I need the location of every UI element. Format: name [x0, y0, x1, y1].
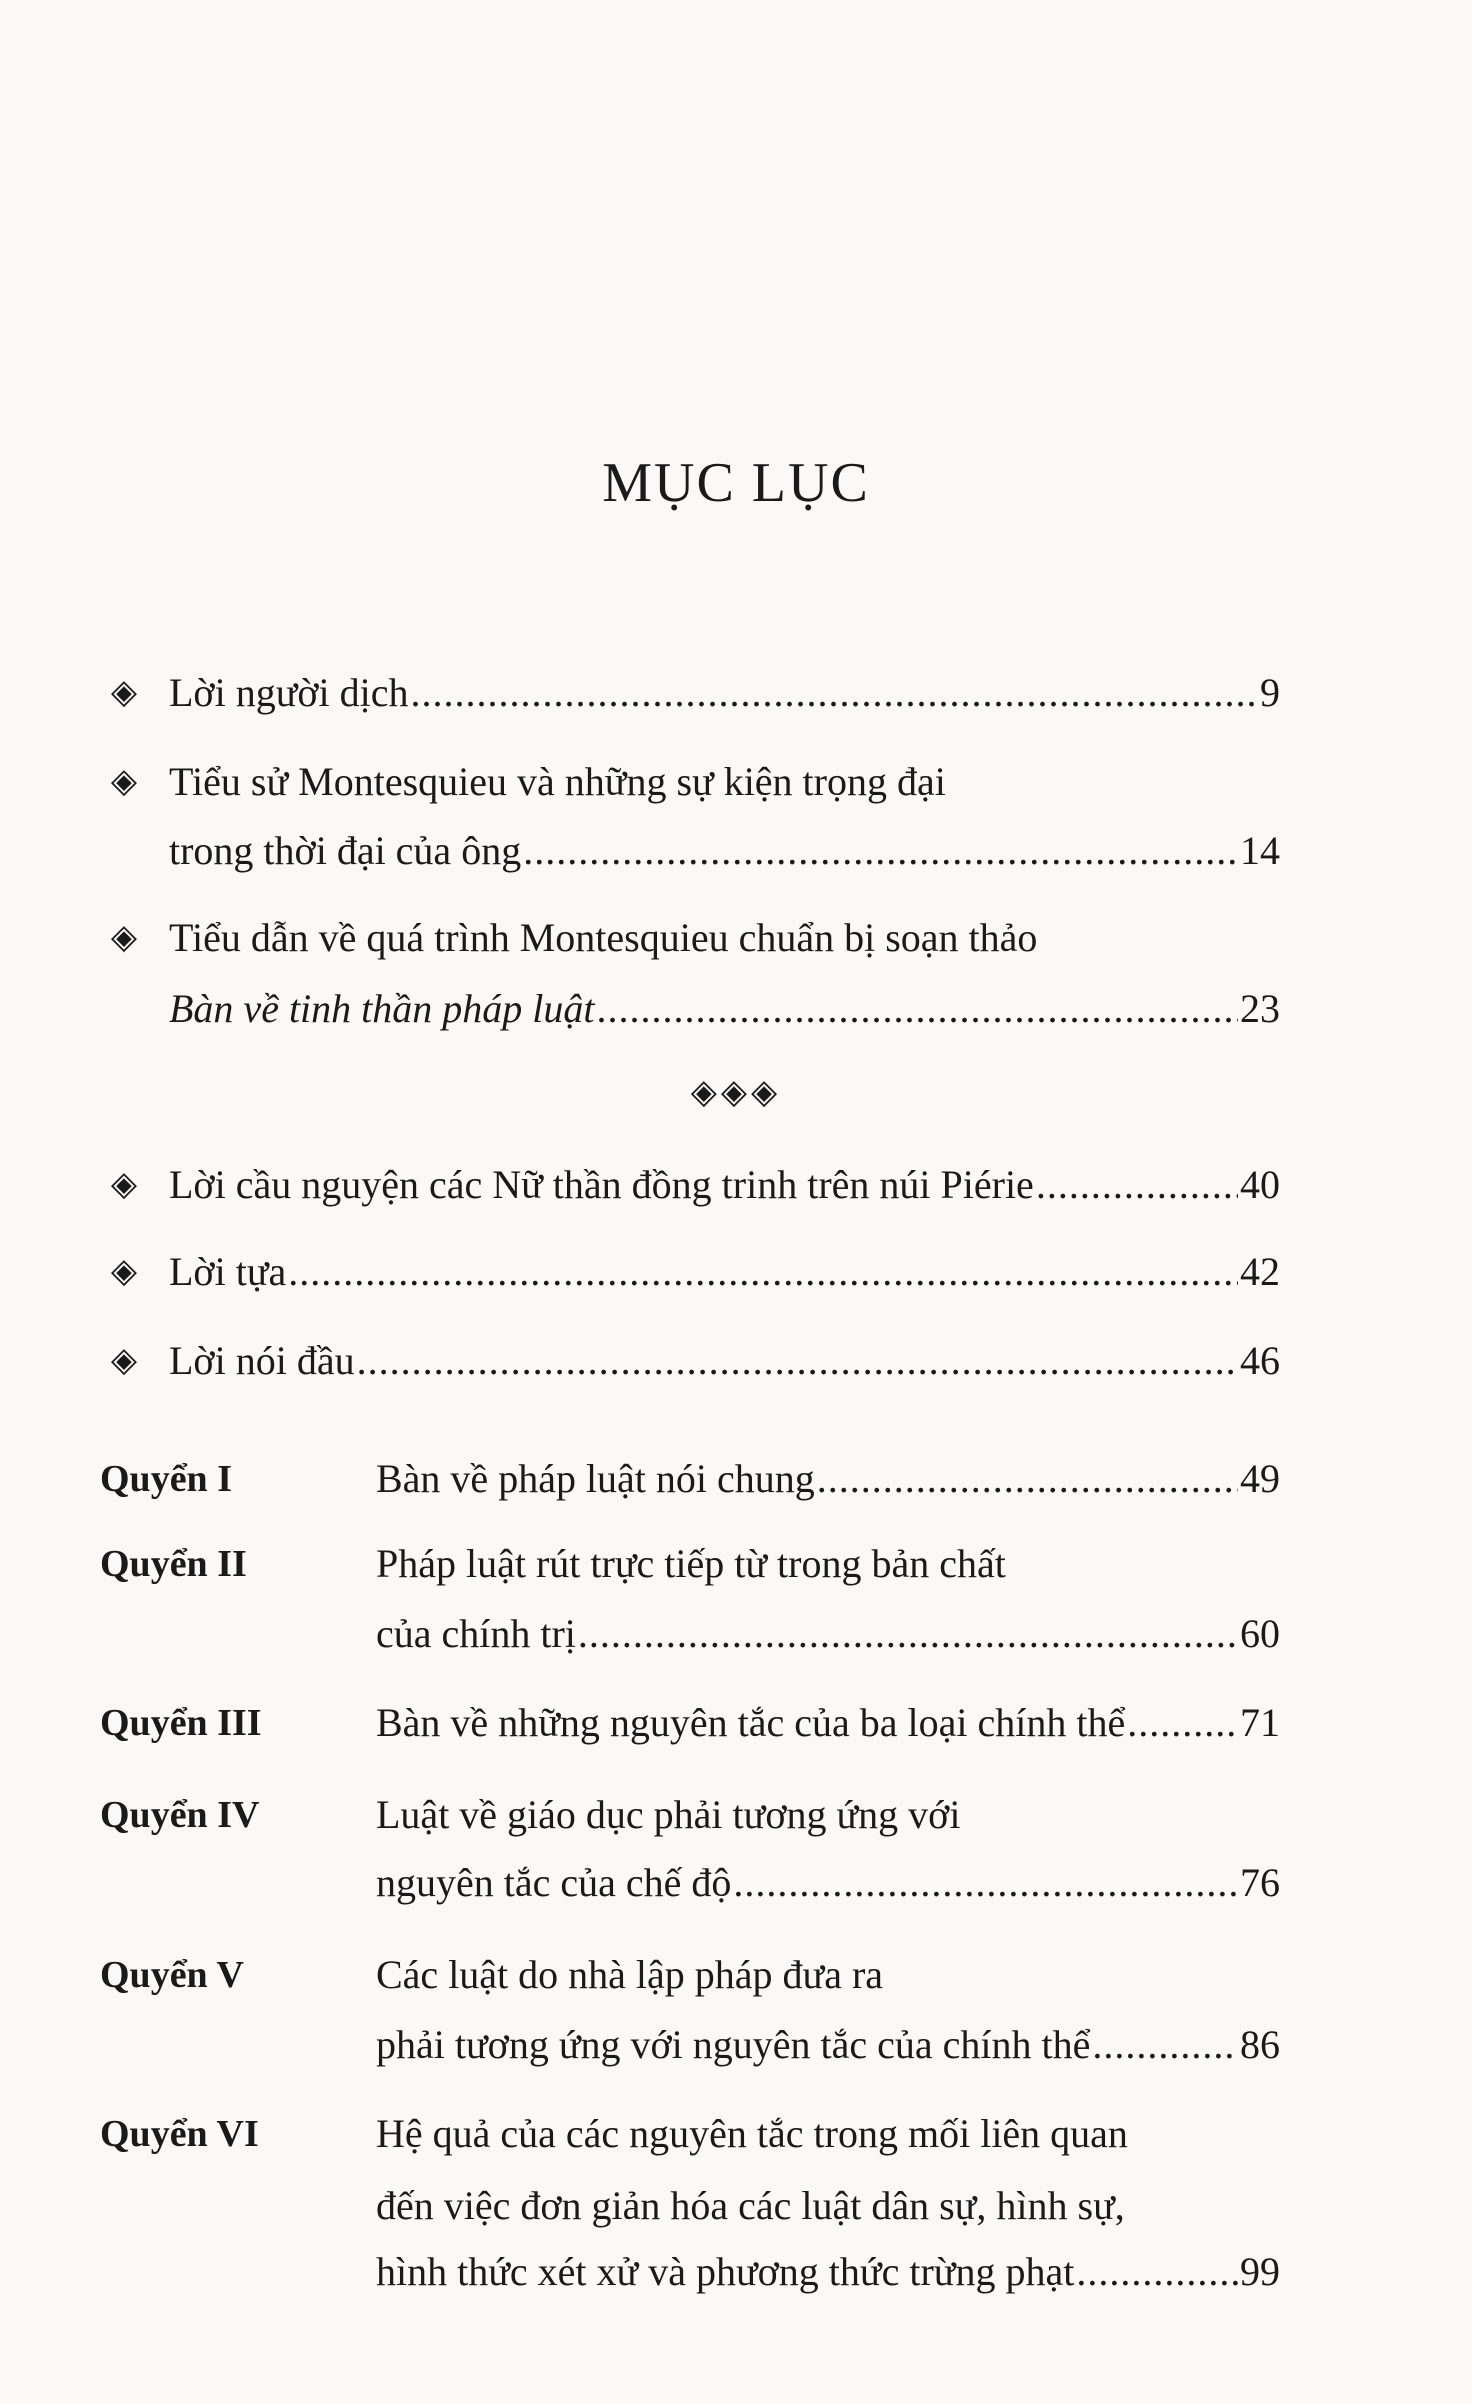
- dot-leader: [1036, 1159, 1238, 1211]
- diamond-icon: ◈: [110, 1253, 138, 1290]
- entry-text: Tiểu dẫn về quá trình Montesquieu chuẩn bị soạn thảo: [169, 915, 1038, 960]
- page-number: 46: [1240, 1338, 1280, 1383]
- entry-text: Hệ quả của các nguyên tắc trong mối liên quan: [376, 2111, 1128, 2156]
- entry-text: Lời người dịch: [169, 670, 409, 715]
- diamond-icon: ◈: [110, 1342, 138, 1379]
- dot-leader: [411, 667, 1258, 719]
- dot-leader: [1092, 2019, 1238, 2071]
- page-number: 86: [1240, 2022, 1280, 2067]
- book-label: Quyển I: [100, 1458, 232, 1500]
- book-label: Quyển VI: [100, 2113, 259, 2155]
- toc-entry-prayer[interactable]: [169, 1159, 1280, 1211]
- diamond-icon: ◈: [110, 674, 138, 711]
- toc-entry-introduction-cont[interactable]: [169, 983, 1280, 1035]
- toc-entry-preface[interactable]: [169, 1335, 1280, 1387]
- entry-text: đến việc đơn giản hóa các luật dân sự, hình sự,: [376, 2183, 1125, 2228]
- toc-entry-book-3[interactable]: [376, 1697, 1280, 1749]
- entry-text: hình thức xét xử và phương thức trừng phạt: [376, 2249, 1075, 2294]
- dot-leader: [1127, 1697, 1238, 1749]
- dot-leader: [817, 1453, 1238, 1505]
- toc-entry-book-1[interactable]: [376, 1453, 1280, 1505]
- toc-entry-book-6[interactable]: [376, 2108, 1280, 2160]
- entry-text: Lời cầu nguyện các Nữ thần đồng trinh trên núi Piérie: [169, 1162, 1034, 1207]
- page-number: 40: [1240, 1162, 1280, 1207]
- toc-entry-book-6-cont[interactable]: [376, 2180, 1280, 2232]
- toc-entry-biography-cont[interactable]: [169, 825, 1280, 877]
- entry-text: Các luật do nhà lập pháp đưa ra: [376, 1952, 884, 1997]
- dot-leader: [578, 1608, 1238, 1660]
- entry-text: nguyên tắc của chế độ: [376, 1860, 732, 1905]
- dot-leader: [288, 1246, 1238, 1298]
- page-number: 14: [1240, 828, 1280, 873]
- book-label: Quyển IV: [100, 1794, 260, 1836]
- page-number: 23: [1240, 986, 1280, 1031]
- entry-text: trong thời đại của ông: [169, 828, 522, 873]
- entry-text: của chính trị: [376, 1611, 576, 1656]
- dot-leader: [1076, 2246, 1238, 2298]
- toc-entry-book-4-cont[interactable]: [376, 1857, 1280, 1909]
- diamond-icon: ◈: [110, 763, 138, 800]
- dot-leader: [357, 1335, 1238, 1387]
- diamond-icon: ◈: [110, 1166, 138, 1203]
- book-label: Quyển III: [100, 1702, 262, 1744]
- entry-text: Bàn về pháp luật nói chung: [376, 1456, 815, 1501]
- toc-entry-introduction[interactable]: [169, 912, 1280, 964]
- entry-text: Bàn về những nguyên tắc của ba loại chính thể: [376, 1700, 1126, 1745]
- toc-entry-foreword[interactable]: [169, 1246, 1280, 1298]
- toc-entry-book-2[interactable]: [376, 1538, 1280, 1590]
- entry-text: Lời nói đầu: [169, 1338, 355, 1383]
- dot-leader: [523, 825, 1238, 877]
- entry-text: Pháp luật rút trực tiếp từ trong bản chất: [376, 1541, 1006, 1586]
- entry-text: Bàn về tinh thần pháp luật: [169, 986, 595, 1031]
- page-title: MỤC LỤC: [602, 452, 870, 514]
- toc-entry-book-2-cont[interactable]: [376, 1608, 1280, 1660]
- book-label: Quyển V: [100, 1954, 244, 1996]
- page-number: 76: [1240, 1860, 1280, 1905]
- toc-entry-translator-note[interactable]: [169, 667, 1280, 719]
- toc-entry-book-4[interactable]: [376, 1789, 1280, 1841]
- page-number: 60: [1240, 1611, 1280, 1656]
- entry-text: Luật về giáo dục phải tương ứng với: [376, 1792, 961, 1837]
- page-number: 9: [1260, 670, 1280, 715]
- dot-leader: [733, 1857, 1238, 1909]
- dot-leader: [597, 983, 1238, 1035]
- page-number: 49: [1240, 1456, 1280, 1501]
- entry-text: phải tương ứng với nguyên tắc của chính thể: [376, 2022, 1091, 2067]
- toc-entry-book-6-cont2[interactable]: [376, 2246, 1280, 2298]
- diamond-icon: ◈: [110, 919, 138, 956]
- entry-text: Lời tựa: [169, 1249, 287, 1294]
- toc-entry-book-5[interactable]: [376, 1949, 1280, 2001]
- entry-text: Tiểu sử Montesquieu và những sự kiện trọng đại: [169, 759, 946, 804]
- toc-entry-biography[interactable]: [169, 756, 1280, 808]
- section-separator: ◈◈◈: [690, 1074, 782, 1111]
- page-number: 99: [1240, 2249, 1280, 2294]
- page-number: 71: [1240, 1700, 1280, 1745]
- book-label: Quyển II: [100, 1543, 247, 1585]
- toc-entry-book-5-cont[interactable]: [376, 2019, 1280, 2071]
- page-number: 42: [1240, 1249, 1280, 1294]
